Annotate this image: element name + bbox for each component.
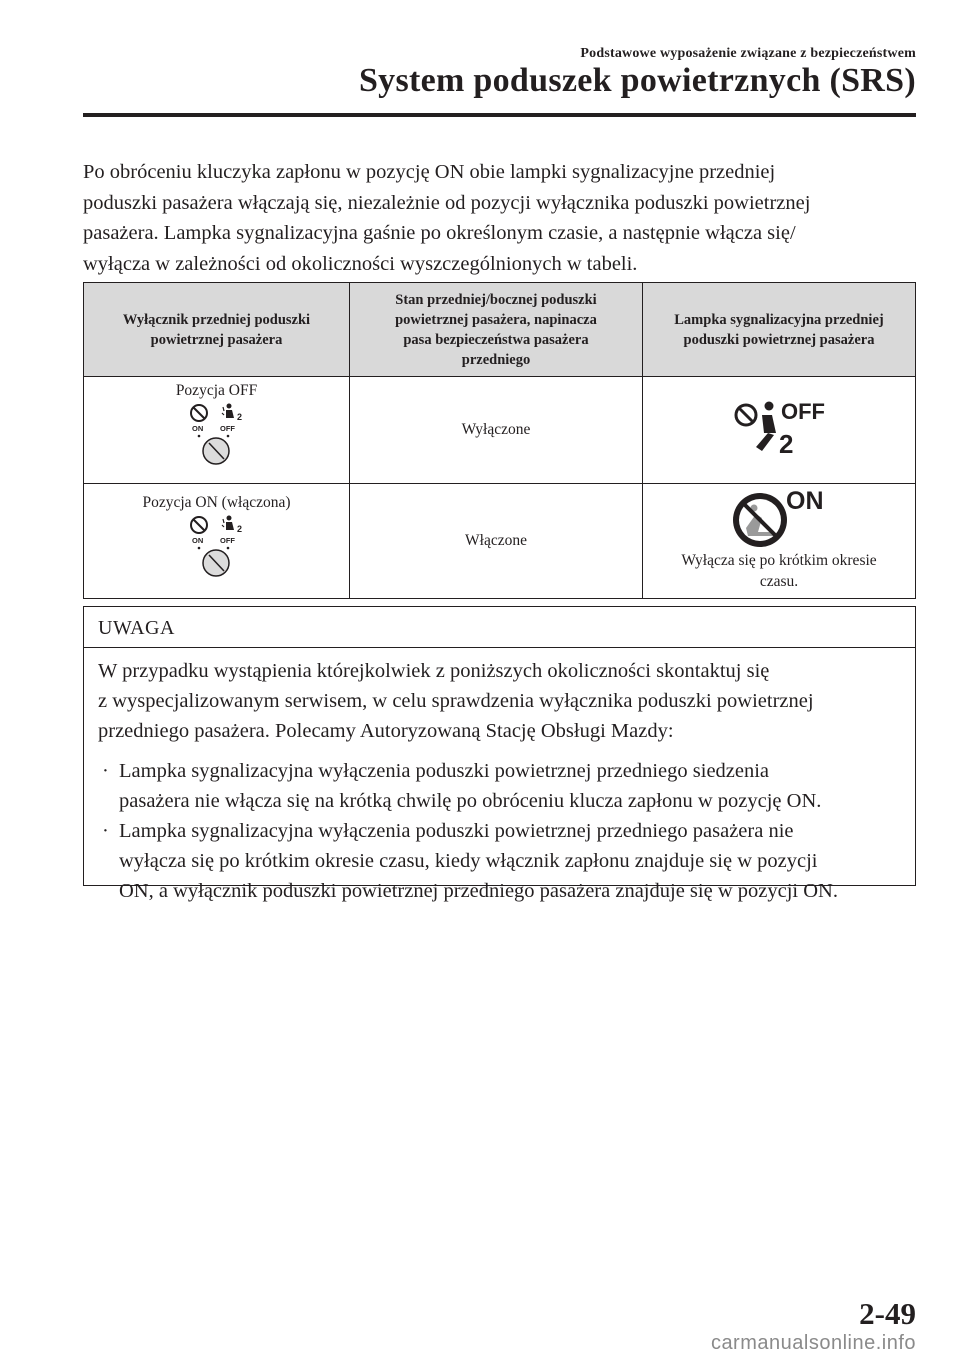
passenger-airbag-icon [222, 516, 242, 535]
indicator-cell [643, 377, 916, 484]
header-line: powietrznej pasażera, napinacza [395, 311, 597, 328]
airbag-status-table [83, 282, 916, 599]
indicator-cell [643, 484, 916, 599]
header-line: Wyłącznik przedniej poduszki [122, 311, 311, 328]
indicator-note [643, 550, 915, 592]
svg-text:2: 2 [236, 524, 242, 534]
header-line: Stan przedniej/bocznej poduszki [395, 291, 597, 308]
notice-line: z wyspecjalizowanym serwisem, w celu sprawdzenia wyłącznika poduszki powietrznej [98, 690, 814, 712]
table-row [84, 484, 916, 599]
notice-title: UWAGA [84, 607, 915, 648]
notice-line: przedniego pasażera. Polecamy Autoryzowaną Stację Obsługi Mazdy: [98, 720, 674, 742]
header-airbag-state [350, 283, 643, 377]
table-header-row [84, 283, 916, 377]
page-number: 2-49 [859, 1296, 916, 1331]
header-line: pasa bezpieczeństwa pasażera [403, 331, 589, 348]
intro-paragraph [83, 157, 923, 279]
svg-text:OFF: OFF [219, 424, 235, 433]
bullet-line: wyłącza się po krótkim okresie czasu, kiedy włącznik zapłonu znajduje się w pozycji [119, 850, 818, 872]
header-line: poduszki powietrznej pasażera [683, 331, 875, 348]
svg-text:ON: ON [786, 488, 824, 515]
svg-text:OFF: OFF [781, 399, 825, 424]
airbag-off-indicator-icon [724, 395, 834, 465]
intro-line: pasażera. Lampka sygnalizacyjna gaśnie po określonym czasie, a następnie włącza się/ [83, 222, 796, 244]
bullet-line: Lampka sygnalizacyjna wyłączenia poduszki powietrznej przedniego siedzenia [119, 760, 770, 782]
intro-line: poduszki pasażera włączają się, niezależnie od pozycji wyłącznika poduszki powietrznej [83, 191, 811, 214]
notice-body [84, 648, 915, 906]
note-line: Wyłącza się po krótkim okresie [681, 552, 877, 569]
note-line: czasu. [759, 573, 799, 590]
bullet-icon: · [102, 760, 109, 782]
list-item [98, 816, 915, 906]
airbag-state-cell: Włączone [350, 484, 643, 599]
table-row [84, 377, 916, 484]
list-item [98, 756, 915, 816]
airbag-on-indicator-icon [724, 488, 834, 550]
notice-box [83, 606, 916, 902]
passenger-airbag-icon [222, 404, 242, 423]
no-airbag-icon [191, 517, 207, 533]
watermark: carmanualsonline.info [710, 1332, 916, 1354]
switch-position-cell [84, 484, 350, 599]
intro-line: Po obróceniu kluczyka zapłonu w pozycję ON obie lampki sygnalizacyjne przedniej [83, 161, 776, 183]
no-airbag-icon [191, 405, 207, 421]
bullet-icon: · [102, 820, 109, 842]
key-switch-icon [182, 402, 252, 466]
header-line: przedniego [461, 351, 531, 368]
intro-line: wyłącza w zależności od okoliczności wyszczególnionych w tabeli. [83, 252, 638, 275]
key-switch-icon [182, 514, 252, 578]
header-rule [83, 113, 916, 117]
header-indicator-lamp [643, 283, 916, 377]
notice-line: W przypadku wystąpienia którejkolwiek z poniższych okoliczności skontaktuj się [98, 660, 770, 682]
svg-text:2: 2 [779, 429, 794, 459]
bullet-line: ON, a wyłącznik poduszki powietrznej przedniego pasażera znajduje się w pozycji ON. [119, 880, 838, 902]
svg-text:ON: ON [191, 424, 203, 433]
page-title: System poduszek powietrznych (SRS) [358, 62, 916, 99]
bullet-line: Lampka sygnalizacyjna wyłączenia poduszki powietrznej przedniego pasażera nie [119, 820, 794, 842]
header-section: Podstawowe wyposażenie związane z bezpieczeństwem [580, 46, 916, 61]
airbag-state-cell: Wyłączone [350, 377, 643, 484]
switch-position-label: Pozycja ON (włączona) [142, 494, 291, 511]
bullet-line: pasażera nie włącza się na krótką chwilę po obróceniu klucza zapłonu w pozycję ON. [119, 790, 822, 812]
svg-text:ON: ON [191, 536, 203, 545]
switch-position-cell [84, 377, 350, 484]
switch-position-label: Pozycja OFF [175, 382, 258, 399]
svg-text:2: 2 [236, 412, 242, 422]
svg-text:OFF: OFF [219, 536, 235, 545]
header-line: powietrznej pasażera [150, 331, 283, 348]
header-switch [84, 283, 350, 377]
header-line: Lampka sygnalizacyjna przedniej [674, 311, 884, 328]
